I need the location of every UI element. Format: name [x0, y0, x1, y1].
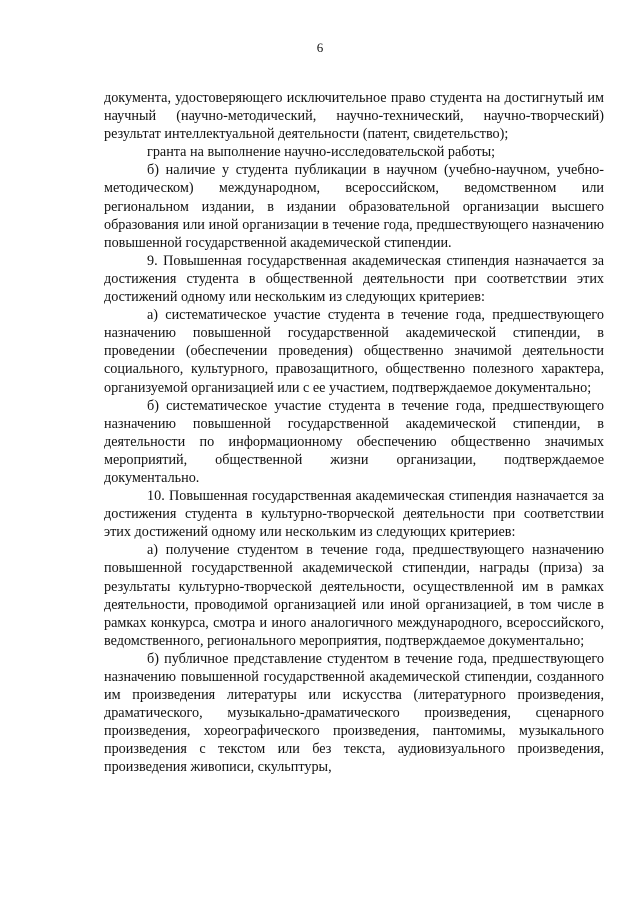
paragraph-publication: б) наличие у студента публикации в научном (учебно-научном, учебно-методическом) международном, всероссийском, ведомственном или региональном издании, в издании образовательной организации высшего образования или иной организации в течение года, предшествующего назначению повышенной государственной академической стипендии. — [104, 162, 604, 251]
paragraph-item-9: 9. Повышенная государственная академическая стипендия назначается за достижения студента в общественной деятельности при соответствии этих достижений одному или нескольким из следующих критериев: — [104, 252, 604, 306]
paragraph-item-9a: а) систематическое участие студента в течение года, предшествующего назначению повышенной государственной академической стипендии, в проведении (обеспечении проведения) общественно значимой деятельности социального, культурного, правозащитного, общественно полезного характера, организуемой организацией или с ее участием, подтверждаемое документально; — [104, 307, 604, 396]
page-number: 6 — [316, 40, 324, 55]
document-body — [104, 89, 604, 777]
paragraph-item-10a: а) получение студентом в течение года, предшествующего назначению повышенной государственной академической стипендии, награды (приза) за результаты культурно-творческой деятельности, осуществленной им в рамках деятельности, проводимой организацией или иной организацией, в том числе в рамках конкурса, смотра и иного аналогичного международного, всероссийского, ведомственного, регионального мероприятия, подтверждаемое документально; — [104, 542, 604, 649]
paragraph-item-9b: б) систематическое участие студента в течение года, предшествующего назначению повышенной государственной академической стипендии, в деятельности по информационному обеспечению общественно значимых мероприятий, общественной жизни организации, подтверждаемое документально. — [104, 397, 604, 486]
paragraph-patent: документа, удостоверяющего исключительное право студента на достигнутый им научный (научно-методический, научно-технический, научно-творческий) результат интеллектуальной деятельности (патент, свидетельство); — [104, 90, 604, 143]
paragraph-item-10b: б) публичное представление студентом в течение года, предшествующего назначению повышенной государственной академической стипендии, созданного им произведения литературы или искусства (литературного произведения, драматического, музыкально-драматического произведения, сценарного произведения, хореографического произведения, пантомимы, музыкального произведения с текстом или без текста, аудиовизуального произведения, произведения живописи, скульптуры, — [104, 650, 604, 776]
paragraph-item-10: 10. Повышенная государственная академическая стипендия назначается за достижения студента в культурно-творческой деятельности при соответствии этих достижений одному или нескольким из следующих критериев: — [104, 488, 604, 541]
paragraph-grant: гранта на выполнение научно-исследовательской работы; — [147, 144, 496, 161]
